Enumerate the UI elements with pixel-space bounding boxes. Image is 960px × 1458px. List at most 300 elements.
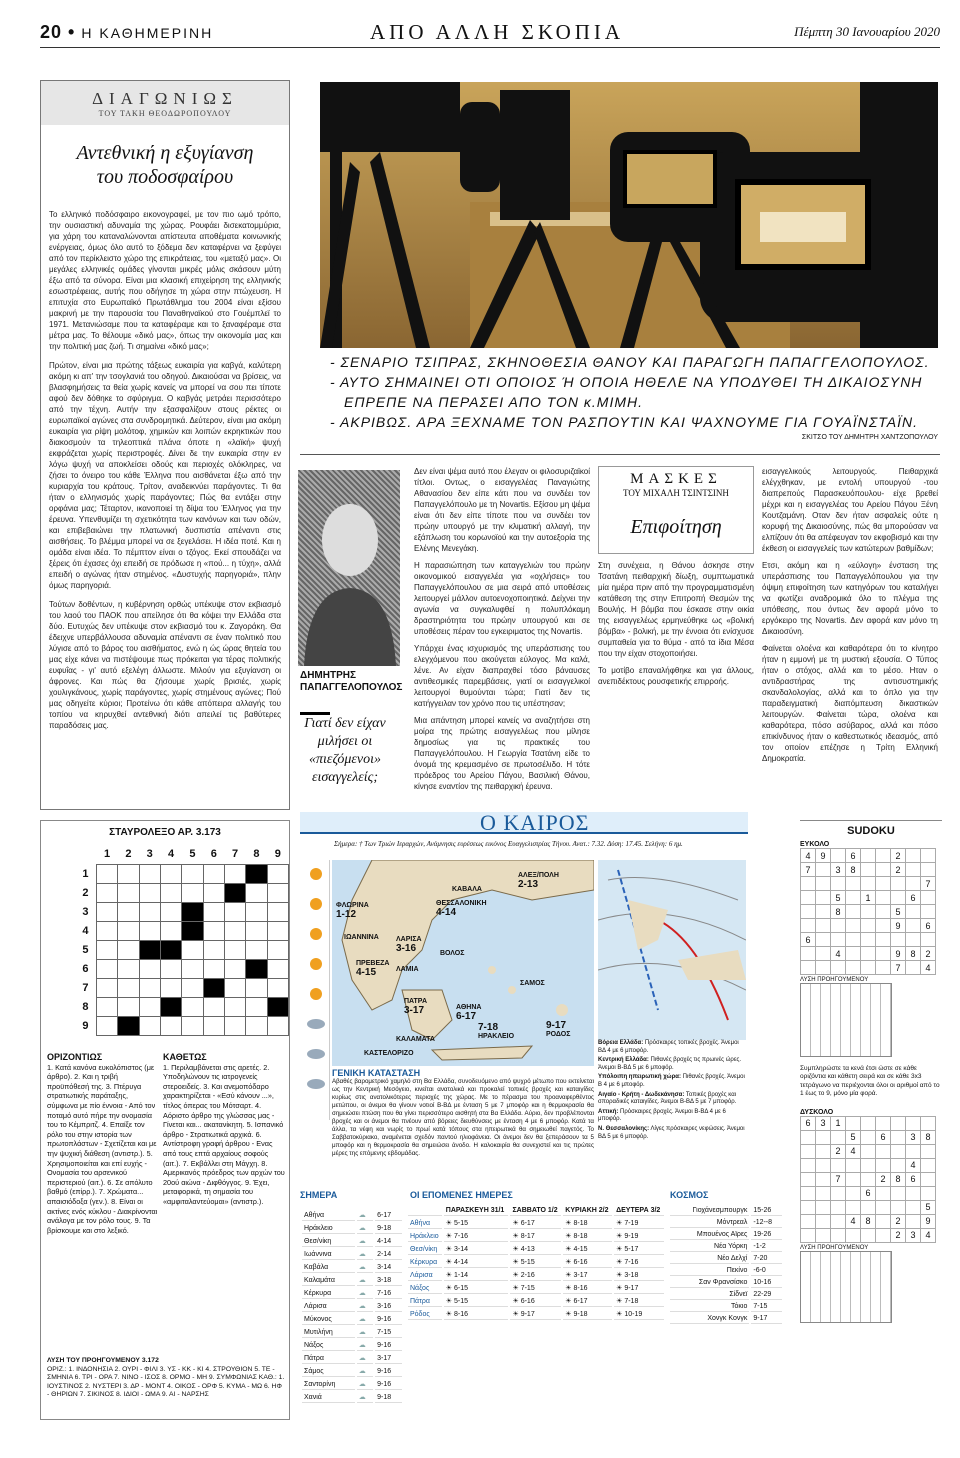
map-label: ΙΩΑΝΝΙΝΑ bbox=[344, 934, 379, 941]
world-row bbox=[670, 1314, 782, 1324]
map-label: 7-18 ΗΡΑΚΛΕΙΟ bbox=[478, 1022, 515, 1040]
sudoku-cell[interactable] bbox=[846, 947, 861, 961]
sudoku-cell[interactable] bbox=[801, 947, 816, 961]
sudoku-cell[interactable]: 6 bbox=[801, 933, 816, 947]
sudoku-cell[interactable] bbox=[876, 1200, 891, 1214]
sudoku-cell[interactable] bbox=[876, 933, 891, 947]
forecast-value: ☀ 6-17 bbox=[563, 1296, 612, 1307]
forecast-value: ☀ 10-19 bbox=[614, 1309, 664, 1320]
sudoku-cell[interactable] bbox=[861, 863, 876, 877]
sudoku-cell[interactable] bbox=[816, 1228, 831, 1242]
weather-icon: ☁ bbox=[357, 1379, 373, 1390]
divider bbox=[300, 454, 940, 455]
header-cell bbox=[408, 1206, 442, 1216]
sudoku-cell[interactable] bbox=[921, 905, 936, 919]
sudoku-cell[interactable] bbox=[921, 933, 936, 947]
sudoku-cell[interactable] bbox=[846, 961, 861, 975]
sudoku-cell[interactable] bbox=[831, 1130, 846, 1144]
sudoku-cell[interactable] bbox=[846, 905, 861, 919]
sudoku-cell[interactable] bbox=[801, 1158, 816, 1172]
sudoku-cell[interactable] bbox=[876, 1214, 891, 1228]
city-name: Νάξος bbox=[408, 1283, 442, 1294]
sudoku-cell[interactable] bbox=[876, 877, 891, 891]
sudoku-cell[interactable] bbox=[891, 1186, 906, 1200]
sudoku-cell[interactable] bbox=[876, 863, 891, 877]
sudoku-cell[interactable]: 9 bbox=[891, 947, 906, 961]
sudoku-cell[interactable] bbox=[861, 1144, 876, 1158]
sudoku-cell[interactable]: 8 bbox=[906, 947, 921, 961]
sudoku-cell[interactable] bbox=[891, 1158, 906, 1172]
sudoku-cell[interactable] bbox=[861, 905, 876, 919]
sudoku-cell[interactable] bbox=[816, 1172, 831, 1186]
sudoku-cell[interactable] bbox=[846, 1116, 861, 1130]
sudoku-cell[interactable] bbox=[876, 1228, 891, 1242]
sudoku-cell[interactable] bbox=[921, 1186, 936, 1200]
today-header: ΣΗΜΕΡΑ bbox=[300, 1190, 338, 1200]
today-row bbox=[302, 1366, 402, 1377]
sudoku-cell[interactable]: 5 bbox=[831, 891, 846, 905]
sudoku-cell[interactable] bbox=[876, 891, 891, 905]
temperature: 19-26 bbox=[751, 1230, 782, 1240]
map-label: 9-17 ΡΟΔΟΣ bbox=[546, 1020, 571, 1038]
sudoku-cell[interactable] bbox=[906, 1144, 921, 1158]
sudoku-prev-solution bbox=[800, 983, 892, 1057]
forecast-value: ☀ 6-16 bbox=[510, 1296, 561, 1307]
sudoku-cell[interactable] bbox=[876, 1144, 891, 1158]
sudoku-cell[interactable] bbox=[801, 891, 816, 905]
sudoku-cell[interactable] bbox=[816, 1214, 831, 1228]
sudoku-cell[interactable] bbox=[831, 1200, 846, 1214]
forecast-row bbox=[408, 1270, 664, 1281]
camera-silhouettes bbox=[320, 82, 938, 348]
temperature: 9-16 bbox=[375, 1366, 402, 1377]
sudoku-cell[interactable] bbox=[816, 1144, 831, 1158]
sudoku-cell[interactable]: 2 bbox=[891, 1228, 906, 1242]
sudoku-cell[interactable]: 4 bbox=[906, 1158, 921, 1172]
sudoku-cell[interactable] bbox=[846, 891, 861, 905]
cartoon-image bbox=[320, 82, 938, 348]
city-name: Ηράκλειο bbox=[408, 1231, 442, 1242]
temperature: 22-29 bbox=[751, 1290, 782, 1300]
crossword-grid[interactable]: 1 2 3 4 5 6 7 8 9 1 2 3 4 5 6 7 8 9 bbox=[75, 845, 289, 1036]
forecast-value: ☀ 3-14 bbox=[444, 1244, 509, 1255]
temperature: 7-20 bbox=[751, 1254, 782, 1264]
sudoku-cell[interactable]: 6 bbox=[921, 919, 936, 933]
weather-icon: ☁ bbox=[357, 1366, 373, 1377]
forecast-value: ☀ 2-16 bbox=[510, 1270, 561, 1281]
sudoku-cell[interactable] bbox=[891, 1116, 906, 1130]
sudoku-cell[interactable]: 9 bbox=[816, 849, 831, 863]
sudoku-cell[interactable] bbox=[831, 961, 846, 975]
sudoku-cell[interactable]: 6 bbox=[906, 891, 921, 905]
forecast-value: ☀ 5-17 bbox=[614, 1244, 664, 1255]
sudoku-cell[interactable] bbox=[846, 877, 861, 891]
weather-icon: ☁ bbox=[357, 1262, 373, 1273]
sudoku-cell[interactable] bbox=[801, 1172, 816, 1186]
weather-legend bbox=[302, 860, 330, 1120]
city-name: Μύκονος bbox=[302, 1314, 355, 1325]
map-label: ΠΑΤΡΑ 3-17 bbox=[404, 998, 428, 1016]
sudoku-cell[interactable] bbox=[801, 961, 816, 975]
sudoku-cell[interactable] bbox=[921, 1172, 936, 1186]
forecast-value: ☀ 4-14 bbox=[444, 1257, 509, 1268]
sudoku-cell[interactable] bbox=[831, 1214, 846, 1228]
sudoku-cell[interactable]: 7 bbox=[801, 863, 816, 877]
city-name: Ιωάννινα bbox=[302, 1249, 355, 1260]
sudoku-cell[interactable]: 5 bbox=[846, 1130, 861, 1144]
sudoku-cell[interactable]: 8 bbox=[846, 863, 861, 877]
sudoku-cell[interactable] bbox=[816, 933, 831, 947]
sudoku-cell[interactable]: 6 bbox=[906, 1172, 921, 1186]
sudoku-cell[interactable] bbox=[906, 961, 921, 975]
sudoku-cell[interactable]: 3 bbox=[906, 1228, 921, 1242]
sudoku-cell[interactable] bbox=[891, 1200, 906, 1214]
sudoku-cell[interactable] bbox=[801, 1228, 816, 1242]
regional-forecast: Βόρεια Ελλάδα: Πρόσκαιρες τοπικές βροχές. Άνεμοι ΒΔ 4 με 6 μποφόρ. Κεντρική Ελλάδα: Πιθανές βροχές τις πρωινές ώρες. Άνεμοι Β-ΒΔ 5 με 6 μποφόρ. Υπόλοιπη ηπειρωτική χώρα: Πιθανές βροχές. Άνεμοι Β 4 με 6 μποφόρ. Αιγαίο - Κρήτη - Δωδεκάνησα: Τοπικές βροχές και σποραδικές καταιγίδες. Άνεμοι Β-ΒΔ 5 με 7 μποφόρ. Αττική: Πρόσκαιρες βροχές. Άνεμοι Β-ΒΔ 4 με 6 μποφόρ. Ν. Θεσσαλονίκης: Λίγες πρόσκαιρες νεφώσεις. Άνεμοι ΒΔ 5 με 6 μποφόρ. bbox=[598, 1040, 745, 1140]
sudoku-hard-grid[interactable] bbox=[800, 1116, 936, 1243]
next-days-table bbox=[406, 1204, 666, 1322]
portrait-photo bbox=[298, 470, 400, 666]
sudoku-cell[interactable] bbox=[861, 961, 876, 975]
city-name: Λάρισα bbox=[408, 1270, 442, 1281]
today-row bbox=[302, 1288, 402, 1299]
sudoku-cell[interactable]: 7 bbox=[921, 877, 936, 891]
sudoku-cell[interactable] bbox=[876, 905, 891, 919]
sudoku-cell[interactable] bbox=[846, 1200, 861, 1214]
map-label: ΚΑΛΑΜΑΤΑ bbox=[396, 1036, 435, 1043]
forecast-value: ☀ 7-15 bbox=[510, 1283, 561, 1294]
sudoku-cell[interactable]: 8 bbox=[891, 1172, 906, 1186]
temperature: 7-16 bbox=[375, 1288, 402, 1299]
sudoku-cell[interactable] bbox=[906, 1186, 921, 1200]
isobar-chart bbox=[598, 860, 746, 1040]
temperature: -1-2 bbox=[751, 1242, 782, 1252]
weather-legend-icons bbox=[302, 860, 330, 1120]
sudoku-cell[interactable] bbox=[801, 1186, 816, 1200]
sudoku-cell[interactable] bbox=[891, 891, 906, 905]
sudoku-cell[interactable] bbox=[846, 919, 861, 933]
forecast-value: ☀ 4-13 bbox=[510, 1244, 561, 1255]
forecast-value: ☀ 1-14 bbox=[444, 1270, 509, 1281]
city-name: Λάρισα bbox=[302, 1301, 355, 1312]
crossword-title: ΣΤΑΥΡΟΛΕΞΟ ΑΡ. 3.173 bbox=[109, 827, 221, 838]
weather-today-line: Σήμερα: † Των Τριών Ιεραρχών, Ανάμνησις ευρέσεως εικόνος Ευαγγελιστρίας Τήνου. Ανατ.: 7.32. Δύση: 17.45. Σελήνη: 6 ημ. bbox=[334, 840, 683, 848]
sudoku-cell[interactable]: 5 bbox=[921, 1200, 936, 1214]
sudoku-cell[interactable] bbox=[801, 905, 816, 919]
column-title: Αντεθνική η εξυγίανση του ποδοσφαίρου bbox=[76, 142, 254, 188]
sudoku-cell[interactable] bbox=[861, 1158, 876, 1172]
city-name: Χονγκ Κονγκ bbox=[670, 1314, 749, 1324]
temperature: 3-16 bbox=[375, 1301, 402, 1312]
sudoku-cell[interactable] bbox=[921, 863, 936, 877]
sudoku-cell[interactable] bbox=[861, 1116, 876, 1130]
sudoku-cell[interactable] bbox=[816, 1200, 831, 1214]
sudoku-cell[interactable] bbox=[861, 1130, 876, 1144]
section-title: ΑΠΟ ΑΛΛΗ ΣΚΟΠΙΑ bbox=[370, 20, 625, 44]
sudoku-cell[interactable] bbox=[906, 933, 921, 947]
forecast-value: ☀ 8-16 bbox=[444, 1309, 509, 1320]
forecast-row bbox=[408, 1309, 664, 1320]
city-name: Αθήνα bbox=[408, 1218, 442, 1229]
sudoku-cell[interactable] bbox=[816, 919, 831, 933]
sudoku-cell[interactable] bbox=[816, 1158, 831, 1172]
sudoku-cell[interactable]: 6 bbox=[801, 1116, 816, 1130]
forecast-value: ☀ 5-15 bbox=[510, 1257, 561, 1268]
day-header: ΣΑΒΒΑΤΟ 1/2 bbox=[510, 1206, 561, 1216]
today-row bbox=[302, 1327, 402, 1338]
sudoku-cell[interactable]: 4 bbox=[846, 1144, 861, 1158]
forecast-value: ☀ 5-15 bbox=[444, 1296, 509, 1307]
sudoku-cell[interactable] bbox=[816, 947, 831, 961]
city-name: Πάτρα bbox=[408, 1296, 442, 1307]
temperature: -12--8 bbox=[751, 1218, 782, 1228]
map-label: ΣΑΜΟΣ bbox=[520, 980, 545, 987]
day-header: ΠΑΡΑΣΚΕΥΗ 31/1 bbox=[444, 1206, 509, 1216]
sudoku-cell[interactable]: 4 bbox=[846, 1214, 861, 1228]
sudoku-cell[interactable] bbox=[906, 1116, 921, 1130]
sudoku-cell[interactable] bbox=[906, 919, 921, 933]
sudoku-cell[interactable] bbox=[921, 1116, 936, 1130]
temperature: 15-26 bbox=[751, 1206, 782, 1216]
weather-icon: ☁ bbox=[357, 1314, 373, 1325]
temperature: 9-16 bbox=[375, 1340, 402, 1351]
sudoku-cell[interactable] bbox=[816, 877, 831, 891]
weather-icon: ☁ bbox=[357, 1223, 373, 1234]
sudoku-cell[interactable] bbox=[876, 1158, 891, 1172]
weather-icon: ☁ bbox=[357, 1353, 373, 1364]
today-row bbox=[302, 1236, 402, 1247]
sudoku-cell[interactable] bbox=[816, 891, 831, 905]
forecast-row bbox=[408, 1257, 664, 1268]
cartoon-credit: ΣΚΙΤΣΟ ΤΟΥ ΔΗΜΗΤΡΗ ΧΑΝΤΖΟΠΟΥΛΟΥ bbox=[801, 434, 938, 441]
sudoku-cell[interactable]: 8 bbox=[831, 905, 846, 919]
sudoku-cell[interactable] bbox=[831, 877, 846, 891]
sudoku-cell[interactable] bbox=[816, 1186, 831, 1200]
forecast-value: ☀ 9-19 bbox=[614, 1231, 664, 1242]
today-row bbox=[302, 1275, 402, 1286]
temperature: 3-17 bbox=[375, 1353, 402, 1364]
city-name: Σίδνεϊ bbox=[670, 1290, 749, 1300]
forecast-row bbox=[408, 1231, 664, 1242]
sudoku-easy-grid[interactable] bbox=[800, 848, 936, 975]
sudoku-cell[interactable] bbox=[846, 1158, 861, 1172]
today-row bbox=[302, 1379, 402, 1390]
greece-weather-map bbox=[332, 860, 594, 1066]
general-situation: ΓΕΝΙΚΗ ΚΑΤΑΣΤΑΣΗ Αβαθές βαρομετρικό χαμηλό στη Βα Ελλάδα, συνοδευόμενο από ψυχρό μέτωπο που εκτείνεται ως την Κεντρική Μεσόγειο, κινείται ανατολικά και προκαλεί τοπικές βροχές και καταιγίδες κυρίως στις ανατολικότερες περιοχές της χώρας. Με το πέρασμα του προαναφερθέντος μετώπου, οι άνεμοι θα γίνουν νοτιοί Β-ΒΔ με ένταση 5 με 7 μποφόρ και η θερμοκρασία θα σημειώσει πτώση που θα γίνει περισσότερο αισθητή στα Βα Ελλάδα. Αύριο, δεν προβλέπονται βροχές και οι άνεμοι θα πνέουν από βόρειες διευθύνσεις με ένταση 4 με 6 μποφόρ. Κατά τα άλλα, τα νέφη και νωρίς το πρωί κατά τόπους στα ηπειρωτικά θα σημειωθεί παγετός. Το Σαββατοκύριακο, αναμένεται σχεδόν παντού ηλιοφάνεια. Οι άνεμοι δεν θα ξεπεράσουν τα 5 μποφόρ και η θερμοκρασία θα σημειώσει άνοδο. Η καλοκαιρία θα συνεχιστεί και τις πρώτες μέρες της επόμενης εβδομάδας. bbox=[332, 1068, 594, 1157]
sudoku-cell[interactable] bbox=[846, 1186, 861, 1200]
today-row bbox=[302, 1340, 402, 1351]
map-label: ΚΑΒΑΛΑ bbox=[452, 886, 482, 893]
sudoku-cell[interactable] bbox=[921, 1144, 936, 1158]
forecast-value: ☀ 8-16 bbox=[563, 1283, 612, 1294]
column-text: Το ελληνικό ποδόσφαιρο εικονογραφεί, με τον πιο ωμό τρόπο, την ουσιαστική αδυναμία της χώρας. Ρουφάει δισεκατομμύρια, για χάρη του καταναλώνονται απίστευτα αποθέματα κοινωνικής ενέργειας, όμως όλο αυτό το ξόδεμα δεν καταφέρνει να ξεφύγει από τον περίκλειστο χώρο της επικράτειας, του «μεταξύ μας». Οι μεγάλες ελληνικές ομάδες γίνονται μικρές μόλις σκάσουν μύτη έξω από τα σύνορα. Είναι μια κλασική επιχείρηση της ελληνικής εσωστρέφειας, αυτής που οδήγησε τη χώρα στην πτώχευση. Η επιτυχία στο Ευρωπαϊκό Πρωτάθλημα του 2004 είναι εξίσου μακρινή με την παρουσία του Παναθηναϊκού στο Γουέμπλεϊ το 1971. Μετανιώσαμε που τα καταφέραμε και το ξαναφέραμε στα μέτρα μας. Το θέλουμε «δικό μας», όπως την οικονομία μας και την πολιτική μας ζωή. Τι σημαίνει «δικό μας»; Πρώτον, είναι μια πρώτης τάξεως ευκαιρία για καβγά, καλύτερη ακόμη κι απ' την τσογλανιά του οδηγού. Δικαιούσαι να βρίσεις, να βλασφημήσεις τα θεία χωρίς κανείς να μπορεί να σου πει τίποτε αφού δεν δόθηκε το σφύριγμα. Ο καβγάς μετράει περισσότερο από την τέχνη. Αυτήν την εξασφαλίζουν στους ρέκτες οι ευρωπαϊκοί αγώνες στα συνδρομητικά. Δεύτερον, είναι μια ακόμη ευκαιρία για ρίψη μολότοφ, χημικών και λοιπών εκρηκτικών που διακοσμούν τα τηλεοπτικά πλάνα όποτε η «λαϊκή» ψυχή εκφράζεται χωρίς περιστροφές. Δίνει δε την ευκαιρία στην εν λόγω ψυχή να αποκλείσει οδούς και περιοχές ολόκληρες, να ζήσει το όνειρο του κάθε Έλληνα που αισθάνεται έξω από την κυριαρχία του κράτους. Τρίτον, αναδεικνύει παράγοντες. Τι θα ήταν ο ελληνισμός χωρίς παράγοντες; Πώς θα εντάξει στην ορφάνια μας; Τέταρτον, ικανοποιεί τη δίψα του Έλληνος για την έρευνα. Υπενθυμίζει τη σχετικότητα των κανόνων και των οδών, και επιβεβαιώνει την πλατωνική δυσπιστία απέναντι στις αισθήσεις. Το βλέμμα μπορεί να σε ξεγελάσει. Η ιδέα ποτέ. Και η ομάδα είναι ιδέα. Το πέμπτον είναι ο τζόγος. Εκεί σπουδάζει να ξέρεις ότι έχασες όχι επειδή σε πρόδωσε η «πού... η τύχη», αλλά επειδή ο αγώνας ήταν στημένος. «Δυστυχής παρηγοριά», πλην όμως παρηγοριά. Τούτων δοθέντων, η κυβέρνηση ορθώς υπέκυψε στον εκβιασμό του λαού του ΠΑΟΚ που απείλησε ότι θα κόψει την Ελλάδα στα δύο. Ευτυχώς δεν υπέκυψε στον εκβιασμό του κ. Ζαγοράκη. Θα έδειχνε υπερβάλλουσα αδυναμία απέναντι σε έναν πολιτικό που λύγισε από το βάρος του αισθήματος, ενώ η ώς ώρας θητεία του μας είχε κάνει να πιστέψουμε πως πρόκειται για τέρας πολιτικής ευφυΐας - γι' αυτό εξελέγη άλλωστε. Μιλούν για εξυγίανση οι άφρονες. Και πώς θα ζήσουμε χωρίς βρισιές, χωρίς χουλιγκάνους, χωρίς παράγοντες, χωρίς στημένους αγώνες; Πού μας οδηγείτε κύριοι; Προτείνω ότι κάθε απόπειρα αλλαγής του τοπίου να κηρυχθεί αντεθνική διότι απειλεί τις βαθύτερες παραδόσεις μας. bbox=[49, 210, 281, 730]
sudoku-cell[interactable] bbox=[816, 863, 831, 877]
sudoku-cell[interactable] bbox=[801, 1144, 816, 1158]
sudoku-cell[interactable] bbox=[906, 1214, 921, 1228]
sudoku-cell[interactable] bbox=[846, 1172, 861, 1186]
sudoku-cell[interactable]: 4 bbox=[921, 1228, 936, 1242]
map-label: ΛΑΜΙΑ bbox=[396, 966, 419, 973]
sudoku-cell[interactable] bbox=[876, 1116, 891, 1130]
sudoku-cell[interactable] bbox=[861, 933, 876, 947]
sudoku-cell[interactable]: 2 bbox=[921, 947, 936, 961]
sudoku-cell[interactable] bbox=[891, 933, 906, 947]
world-table bbox=[668, 1204, 784, 1326]
sudoku-cell[interactable] bbox=[831, 919, 846, 933]
sudoku-cell[interactable]: 4 bbox=[801, 849, 816, 863]
city-name: Νέο Δελχί bbox=[670, 1254, 749, 1264]
sudoku-cell[interactable]: 7 bbox=[891, 961, 906, 975]
issue-date: Πέμπτη 30 Ιανουαρίου 2020 bbox=[794, 24, 940, 39]
sudoku-cell[interactable]: 2 bbox=[876, 1172, 891, 1186]
city-name: Πάτρα bbox=[302, 1353, 355, 1364]
forecast-value: ☀ 3-17 bbox=[563, 1270, 612, 1281]
sudoku-cell[interactable] bbox=[921, 891, 936, 905]
day-header: ΚΥΡΙΑΚΗ 2/2 bbox=[563, 1206, 612, 1216]
forecast-value: ☀ 7-16 bbox=[614, 1257, 664, 1268]
city-name: Καλαμάτα bbox=[302, 1275, 355, 1286]
today-row bbox=[302, 1249, 402, 1260]
sudoku-cell[interactable] bbox=[876, 947, 891, 961]
sudoku-cell[interactable] bbox=[861, 1228, 876, 1242]
sudoku-cell[interactable] bbox=[906, 877, 921, 891]
sudoku-cell[interactable] bbox=[816, 961, 831, 975]
weather-title: Ο ΚΑΙΡΟΣ bbox=[480, 810, 590, 835]
forecast-value: ☀ 9-17 bbox=[614, 1283, 664, 1294]
column-label: ΔΙΑΓΩΝΙΩΣ ΤΟΥ ΤΑΚΗ ΘΕΟΔΩΡΟΠΟΥΛΟΥ bbox=[41, 81, 289, 125]
sudoku-cell[interactable] bbox=[846, 933, 861, 947]
sudoku-cell[interactable] bbox=[831, 1186, 846, 1200]
sudoku-cell[interactable] bbox=[801, 1130, 816, 1144]
forecast-value: ☀ 9-18 bbox=[563, 1309, 612, 1320]
sudoku-cell[interactable]: 6 bbox=[846, 849, 861, 863]
sudoku-cell[interactable]: 9 bbox=[891, 919, 906, 933]
sudoku-cell[interactable]: 1 bbox=[831, 1116, 846, 1130]
sudoku-cell[interactable] bbox=[906, 1200, 921, 1214]
sudoku-cell[interactable]: 9 bbox=[921, 1214, 936, 1228]
today-row bbox=[302, 1353, 402, 1364]
sudoku-cell[interactable]: 8 bbox=[921, 1130, 936, 1144]
temperature: 6-17 bbox=[375, 1210, 402, 1221]
sudoku-cell[interactable]: 3 bbox=[831, 863, 846, 877]
opinion-column bbox=[40, 80, 290, 810]
sudoku-cell[interactable] bbox=[876, 961, 891, 975]
sudoku-cell[interactable]: 6 bbox=[876, 1130, 891, 1144]
sudoku-cell[interactable] bbox=[906, 905, 921, 919]
temperature: 7-15 bbox=[751, 1302, 782, 1312]
sudoku-cell[interactable] bbox=[876, 1186, 891, 1200]
sudoku-cell[interactable]: 7 bbox=[831, 1172, 846, 1186]
sudoku-cell[interactable] bbox=[846, 1228, 861, 1242]
today-row bbox=[302, 1392, 402, 1403]
forecast-value: ☀ 3-18 bbox=[614, 1270, 664, 1281]
sudoku-cell[interactable] bbox=[876, 849, 891, 863]
city-name: Μόντρεαλ bbox=[670, 1218, 749, 1228]
sudoku-cell[interactable]: 4 bbox=[831, 947, 846, 961]
world-row bbox=[670, 1254, 782, 1264]
sudoku-cell[interactable] bbox=[876, 919, 891, 933]
sudoku-cell[interactable] bbox=[861, 877, 876, 891]
sudoku-cell[interactable]: 2 bbox=[891, 1214, 906, 1228]
article-col-3: εισαγγελικούς λειτουργούς. Πειθαρχικά ελέγχθηκαν, με εντολή υπουργού -του διαπρεπούς Παρασκευόπουλου- είχε βρεθεί μέχρι και η εισαγγελέας του Αρείου Πάγου Ξένη Κουτζαμάνη. Οταν δεν ήταν ασφαλείς ούτε η κορυφή της Δικαιοσύνης, πώς θα μπορούσαν να ελπίζουν ότι θα απέφευγαν τον εκφοβισμό και την έκθεση οι εισαγγελείς των κατώτερων βαθμίδων; Ετσι, ακόμη και η «εύλογη» ένσταση της υπεράσπισης του Παπαγγελόπουλου για την όψιμη επιφοίτηση των κατηγόρων του καταλήγει να φωτίζει αναδρομικά όλο το πλέγμα της υπόθεσης, που όντως δεν αφορά μόνο το εργόκειρο της Novartis. Δεν αφορά καν μόνο τη Δικαιοσύνη. Φαίνεται ολοένα και καθαρότερα ότι το κίνητρο ήταν η εμμονή με τη μυστική εξουσία. Ο Τύπος ήταν ο στόχος, αλλά και το μέσο. Ηταν ο αντιδραστήρας της αντισυστημικής σκανδαλολογίας, αλλά και το όπλο για την παραδειγματική διαπόμπευση δικαστικών λειτουργών. Φαίνεται τώρα, ολοένα και καθαρότερα, πόσο ασύβαρος, αλλά και πόσο επικίνδυνος ήταν ο καθεστωτικός ιδεασμός, από τον οποίον επέζησε η Τρίτη Ελληνική Δημοκρατία. bbox=[762, 467, 938, 763]
weather-icon: ☁ bbox=[357, 1249, 373, 1260]
world-row bbox=[670, 1266, 782, 1276]
forecast-value: ☀ 7-19 bbox=[614, 1218, 664, 1229]
weather-icon: ☁ bbox=[357, 1210, 373, 1221]
city-name: Πεκίνο bbox=[670, 1266, 749, 1276]
sudoku-cell[interactable] bbox=[801, 1214, 816, 1228]
sudoku-cell[interactable] bbox=[891, 1130, 906, 1144]
sudoku-cell[interactable] bbox=[861, 1200, 876, 1214]
sudoku-cell[interactable] bbox=[831, 1158, 846, 1172]
sudoku-cell[interactable] bbox=[891, 1144, 906, 1158]
map-label: ΚΑΣΤΕΛΟΡΙΖΟ bbox=[364, 1050, 414, 1057]
sudoku-cell[interactable] bbox=[831, 933, 846, 947]
sudoku-cell[interactable]: 2 bbox=[891, 863, 906, 877]
world-row bbox=[670, 1290, 782, 1300]
city-name: Νέα Υόρκη bbox=[670, 1242, 749, 1252]
forecast-value: ☀ 8-18 bbox=[563, 1218, 612, 1229]
sudoku-cell[interactable]: 3 bbox=[816, 1116, 831, 1130]
sudoku-cell[interactable] bbox=[861, 919, 876, 933]
world-row bbox=[670, 1230, 782, 1240]
sudoku-cell[interactable]: 8 bbox=[861, 1214, 876, 1228]
sudoku-cell[interactable] bbox=[816, 905, 831, 919]
temperature: 9-16 bbox=[375, 1379, 402, 1390]
sudoku-cell[interactable] bbox=[801, 1200, 816, 1214]
temperature: 7-15 bbox=[375, 1327, 402, 1338]
sudoku-cell[interactable] bbox=[861, 849, 876, 863]
sudoku-cell[interactable]: 4 bbox=[921, 961, 936, 975]
sudoku-cell[interactable] bbox=[861, 947, 876, 961]
sudoku-cell[interactable] bbox=[801, 919, 816, 933]
weather-icon: ☁ bbox=[357, 1236, 373, 1247]
sudoku-cell[interactable]: 2 bbox=[831, 1144, 846, 1158]
city-name: Ηράκλειο bbox=[302, 1223, 355, 1234]
sudoku-cell[interactable] bbox=[906, 849, 921, 863]
page-header bbox=[40, 18, 940, 48]
sudoku-cell[interactable] bbox=[906, 863, 921, 877]
sudoku-cell[interactable]: 2 bbox=[891, 849, 906, 863]
forecast-row bbox=[408, 1296, 664, 1307]
sudoku-cell[interactable] bbox=[831, 1228, 846, 1242]
city-name: Μπουένος Αϊρες bbox=[670, 1230, 749, 1240]
sudoku-cell[interactable]: 6 bbox=[861, 1186, 876, 1200]
sudoku-cell[interactable] bbox=[861, 1172, 876, 1186]
sudoku-cell[interactable] bbox=[801, 877, 816, 891]
forecast-value: ☀ 6-17 bbox=[510, 1218, 561, 1229]
today-table bbox=[300, 1208, 404, 1405]
sudoku-cell[interactable] bbox=[921, 849, 936, 863]
sudoku-cell[interactable] bbox=[921, 1158, 936, 1172]
forecast-value: ☀ 4-15 bbox=[563, 1244, 612, 1255]
weather-icon: ☁ bbox=[357, 1301, 373, 1312]
sudoku-cell[interactable]: 3 bbox=[906, 1130, 921, 1144]
forecast-row bbox=[408, 1218, 664, 1229]
city-name: Καβάλα bbox=[302, 1262, 355, 1273]
sudoku-cell[interactable] bbox=[891, 877, 906, 891]
forecast-value: ☀ 7-16 bbox=[444, 1231, 509, 1242]
crossword-box bbox=[40, 820, 290, 1420]
sudoku-cell[interactable] bbox=[816, 1130, 831, 1144]
forecast-value: ☀ 8-18 bbox=[563, 1231, 612, 1242]
temperature: 2-14 bbox=[375, 1249, 402, 1260]
map-label: ΒΟΛΟΣ bbox=[440, 950, 465, 957]
sudoku-cell[interactable]: 1 bbox=[861, 891, 876, 905]
sudoku-cell[interactable]: 5 bbox=[891, 905, 906, 919]
temperature: 3-14 bbox=[375, 1262, 402, 1273]
sudoku-cell[interactable] bbox=[831, 849, 846, 863]
